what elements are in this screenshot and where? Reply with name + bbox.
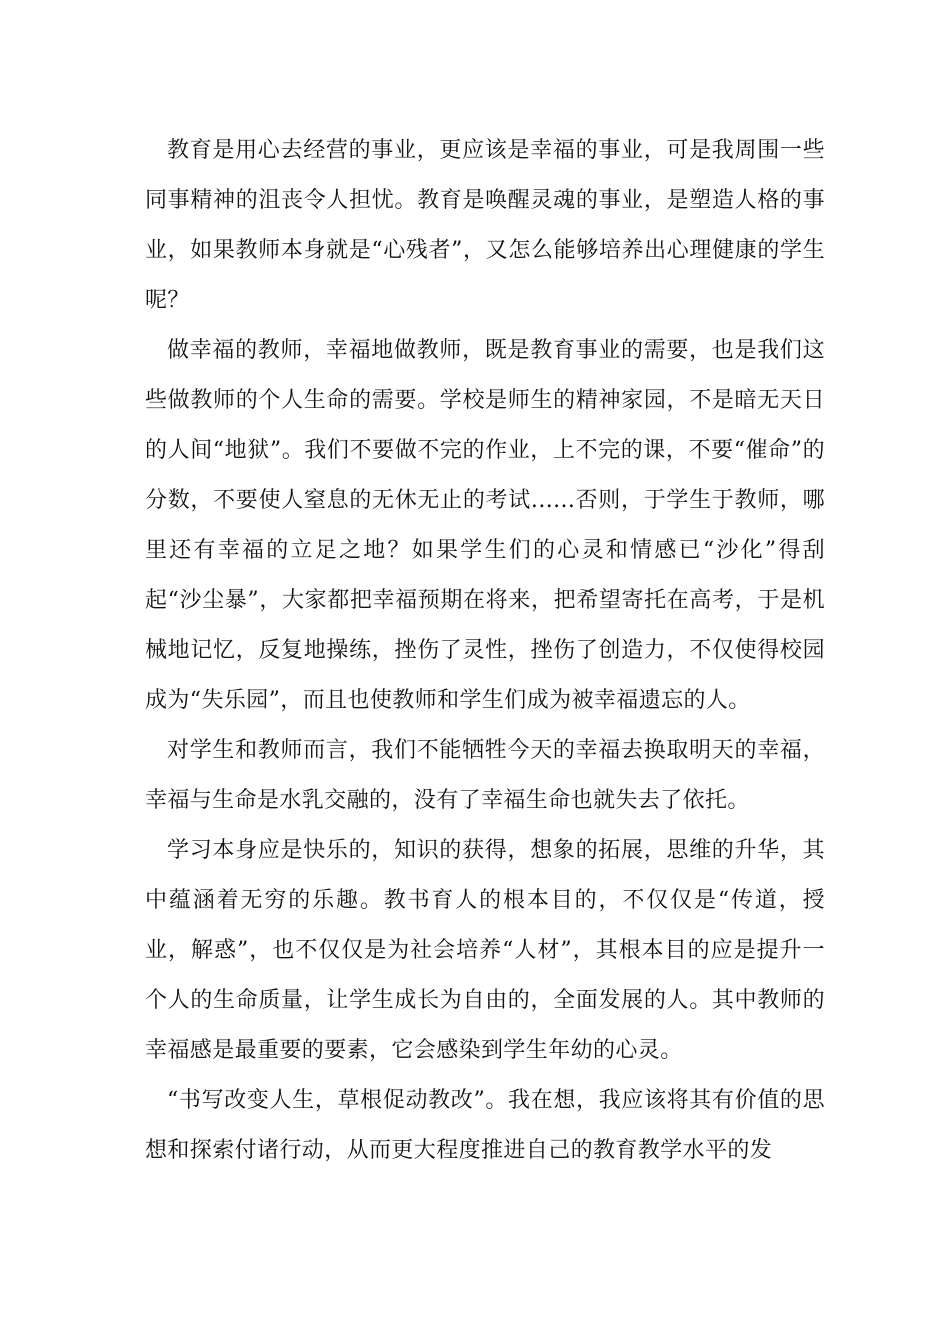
paragraph-5: “书写改变人生，草根促动教改”。我在想，我应该将其有价值的思想和探索付诸行动，从而更大程度推进自己的教育教学水平的发 [145,1088,825,1163]
paragraph-4: 学习本身应是快乐的，知识的获得，想象的拓展，思维的升华，其中蕴涵着无穷的乐趣。教书育人的根本目的，不仅仅是“传道，授业，解惑”，也不仅仅是为社会培养“人材”，其根本目的应是提升一个人的生命质量，让学生成长为自由的，全面发展的人。其中教师的幸福感是最重要的要素，它会感染到学生年幼的心灵。 [145,838,825,1063]
paragraph-3: 对学生和教师而言，我们不能牺牲今天的幸福去换取明天的幸福，幸福与生命是水乳交融的，没有了幸福生命也就失去了依托。 [145,738,825,813]
paragraph-1: 教育是用心去经营的事业，更应该是幸福的事业，可是我周围一些同事精神的沮丧令人担忧。教育是唤醒灵魂的事业，是塑造人格的事业，如果教师本身就是“心残者”，又怎么能够培养出心理健康的学生呢？ [145,138,825,313]
document-body [145,126,825,1176]
paragraph-2: 做幸福的教师，幸福地做教师，既是教育事业的需要，也是我们这些做教师的个人生命的需要。学校是师生的精神家园，不是暗无天日的人间“地狱”。我们不要做不完的作业，上不完的课，不要“催命”的分数，不要使人窒息的无休无止的考试......否则，于学生于教师，哪里还有幸福的立足之地？如果学生们的心灵和情感已“沙化”得刮起“沙尘暴”，大家都把幸福预期在将来，把希望寄托在高考，于是机械地记忆，反复地操练，挫伤了灵性，挫伤了创造力，不仅使得校园成为“失乐园”，而且也使教师和学生们成为被幸福遗忘的人。 [145,338,825,713]
